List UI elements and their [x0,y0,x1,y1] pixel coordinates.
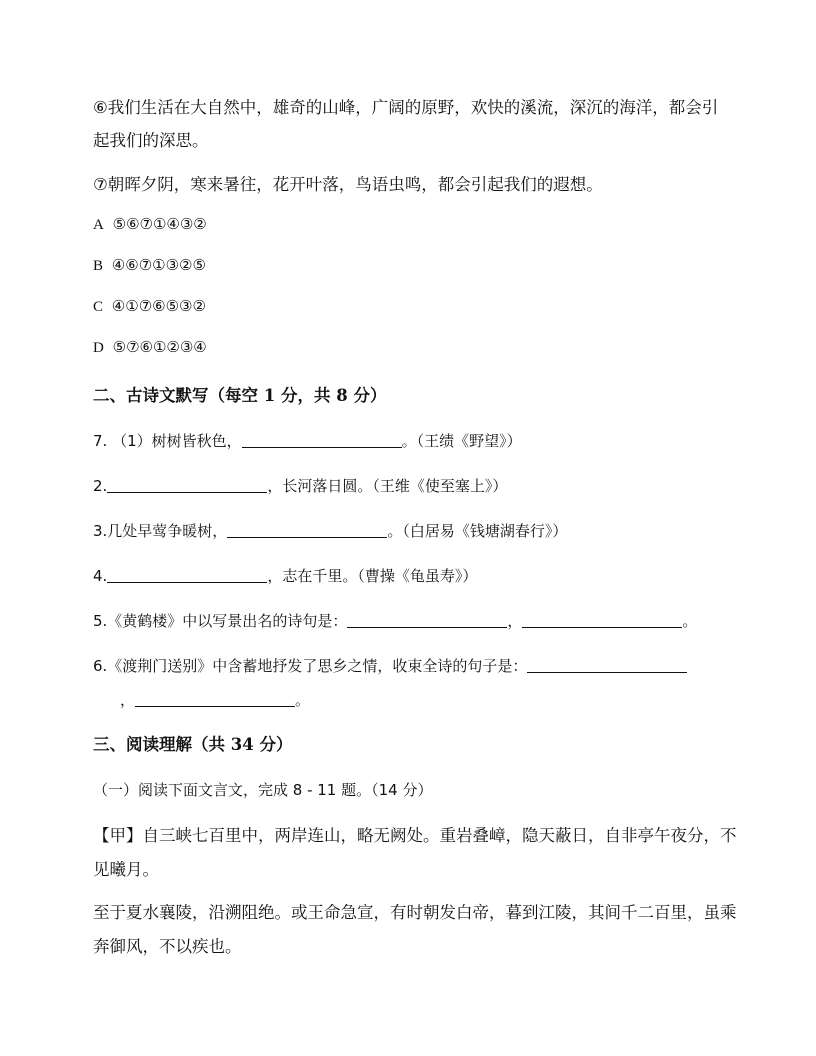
answer-blank[interactable] [527,658,687,673]
passage-2-line-1: 至于夏水襄陵，沿溯阻绝。或王命急宣，有时朝发白帝，暮到江陵，其间千二百里，虽乘 [93,903,737,922]
question-6-cont [120,689,310,710]
question-5 [93,610,697,631]
q3-suffix: 。（白居易《钱塘湖春行》） [387,522,568,540]
q2-prefix: 2. [93,477,108,495]
q5-prefix: 5.《黄鹤楼》中以写景出名的诗句是： [93,612,348,630]
q5-suffix: 。 [682,612,698,630]
option-sequence: ④①⑦⑥⑤③② [111,297,206,315]
q5-separator: ， [507,612,523,630]
answer-blank[interactable] [107,568,267,583]
answer-blank[interactable] [347,613,507,628]
section-3-title: 三、阅读理解（共 34 分） [93,735,293,754]
option-sequence: ⑤⑥⑦①④③② [112,215,207,233]
passage-1-line-2: 见曦月。 [93,860,159,879]
option-c [93,297,206,316]
answer-blank[interactable] [107,478,267,493]
q7-suffix: 。（王绩《野望》） [401,432,522,450]
answer-blank[interactable] [135,692,295,707]
option-letter: D [93,340,104,356]
q4-suffix: ，志在千里。（曹操《龟虽寿》） [267,567,478,585]
option-letter: B [93,258,104,274]
option-letter: C [93,299,104,315]
passage-1-line-1: 【甲】自三峡七百里中，两岸连山，略无阙处。重岩叠嶂，隐天蔽日，自非亭午夜分，不 [93,826,737,845]
question-3 [93,520,567,541]
line-s7: ⑦朝晖夕阴，寒来暑往，花开叶落，鸟语虫鸣，都会引起我们的遐想。 [93,175,603,194]
option-sequence: ⑤⑦⑥①②③④ [112,338,207,356]
option-letter: A [93,217,104,233]
q4-prefix: 4. [93,567,108,585]
option-a [93,215,207,234]
option-d [93,338,207,357]
section-2-title: 二、古诗文默写（每空 1 分，共 8 分） [93,386,387,405]
option-sequence: ④⑥⑦①③②⑤ [111,256,206,274]
q7-prefix: 7. （1）树树皆秋色， [93,432,242,450]
q3-prefix: 3.几处早莺争暖树， [93,522,228,540]
question-6 [93,655,687,676]
q6-separator: ， [120,691,136,709]
q2-suffix: ，长河落日圆。（王维《使至塞上》） [267,477,508,495]
question-7 [93,430,522,451]
line-s6-b: 起我们的深思。 [93,131,209,150]
q6-prefix: 6.《渡荆门送别》中含蓄地抒发了思乡之情，收束全诗的句子是： [93,657,528,675]
question-4 [93,565,477,586]
answer-blank[interactable] [242,433,402,448]
question-2 [93,475,507,496]
answer-blank[interactable] [522,613,682,628]
answer-blank[interactable] [227,523,387,538]
q6-suffix: 。 [295,691,311,709]
line-s6-a: ⑥我们生活在大自然中，雄奇的山峰，广阔的原野，欢快的溪流，深沉的海洋，都会引 [93,98,719,117]
subsection-1-title: （一）阅读下面文言文，完成 8 - 11 题。（14 分） [93,781,433,799]
passage-2-line-2: 奔御风，不以疾也。 [93,937,242,956]
option-b [93,256,206,275]
